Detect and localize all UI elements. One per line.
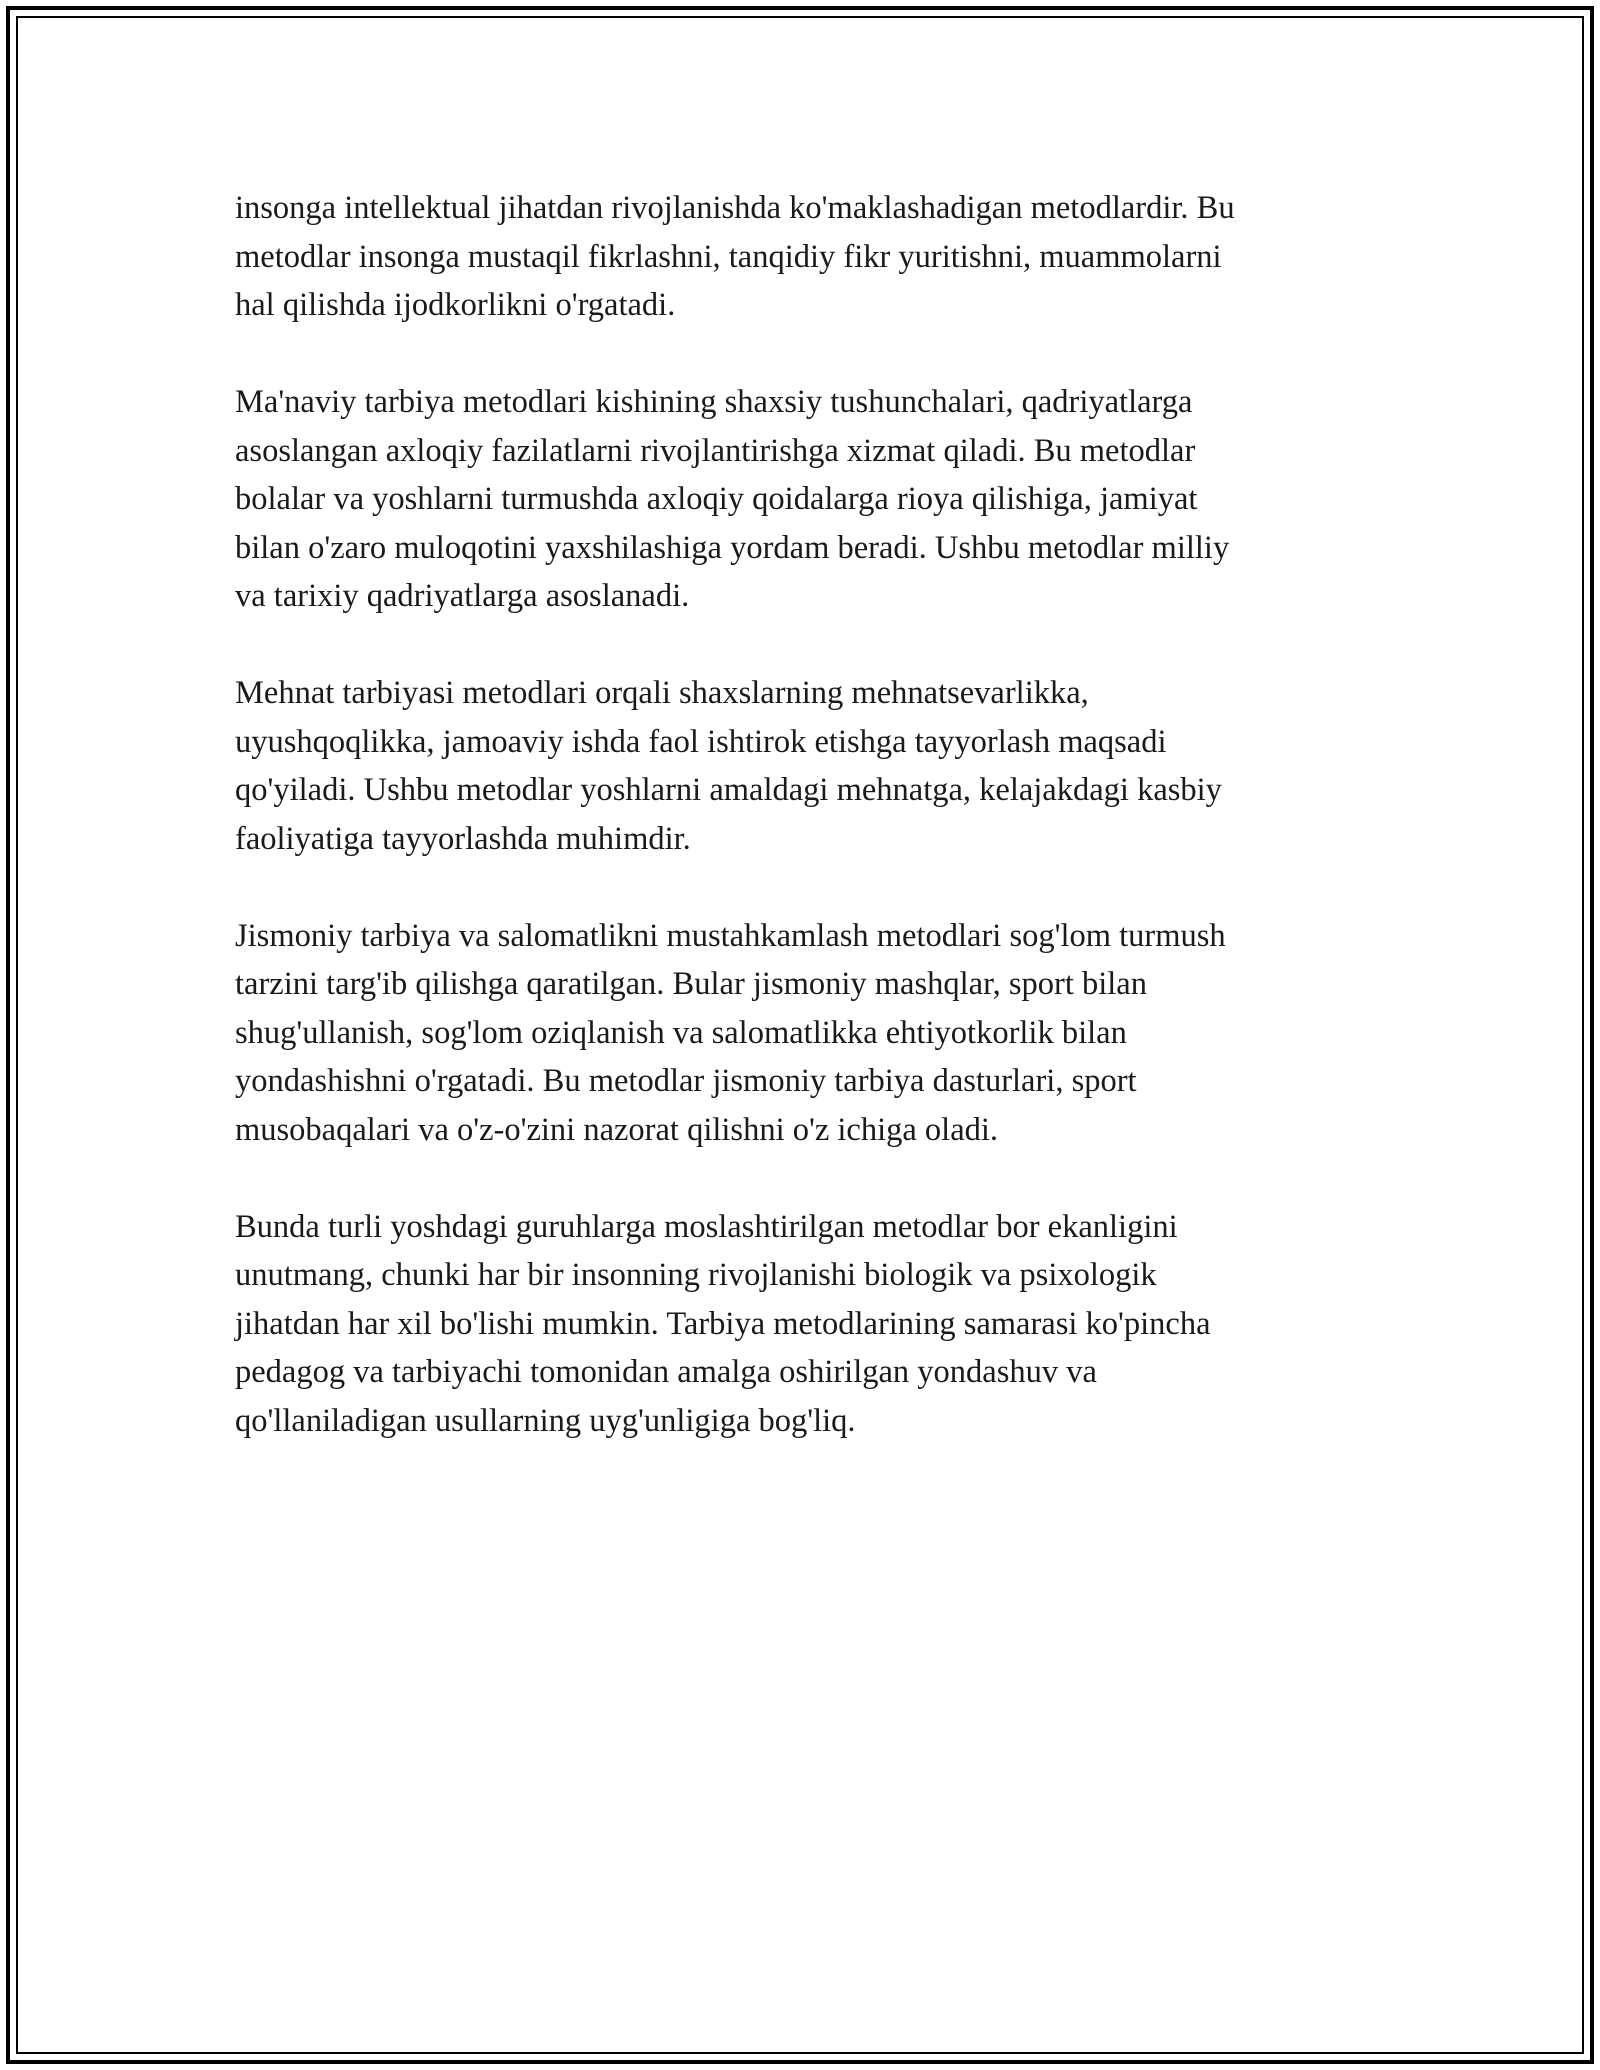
text-line: tarzini targ'ib qilishga qaratilgan. Bular jismoniy mashqlar, sport bilan — [235, 966, 1147, 1002]
text-line: hal qilishda ijodkorlikni o'rgatadi. — [235, 287, 676, 323]
text-line: pedagog va tarbiyachi tomonidan amalga oshirilgan yondashuv va — [235, 1354, 1097, 1390]
paragraph-age-groups — [235, 1203, 1375, 1446]
text-line: insonga intellektual jihatdan rivojlanishda ko'maklashadigan metodlardir. Bu — [235, 190, 1235, 226]
text-line: metodlar insonga mustaqil fikrlashni, tanqidiy fikr yuritishni, muammolarni — [235, 238, 1222, 275]
text-line: qo'llaniladigan usullarning uyg'unligiga bog'liq. — [235, 1402, 856, 1439]
text-line: Jismoniy tarbiya va salomatlikni mustahkamlash metodlari sog'lom turmush — [235, 917, 1226, 954]
text-line: unutmang, chunki har bir insonning rivojlanishi biologik va psixologik — [235, 1257, 1157, 1293]
paragraph-labor-methods — [235, 669, 1375, 863]
text-line: uyushqoqlikka, jamoaviy ishda faol ishtirok etishga tayyorlash maqsadi — [235, 723, 1167, 760]
text-line: bolalar va yoshlarni turmushda axloqiy qoidalarga rioya qilishiga, jamiyat — [235, 481, 1198, 517]
document-body — [235, 184, 1375, 1494]
text-line: va tarixiy qadriyatlarga asoslanadi. — [235, 578, 690, 614]
text-line: shug'ullanish, sog'lom oziqlanish va salomatlikka ehtiyotkorlik bilan — [235, 1014, 1127, 1051]
text-line: yondashishni o'rgatadi. Bu metodlar jismoniy tarbiya dasturlari, sport — [235, 1063, 1137, 1099]
text-line: faoliyatiga tayyorlashda muhimdir. — [235, 820, 691, 857]
text-line: musobaqalari va o'z-o'zini nazorat qilishni o'z ichiga oladi. — [235, 1111, 999, 1148]
paragraph-intellectual-methods — [235, 184, 1375, 330]
text-line: bilan o'zaro muloqotini yaxshilashiga yordam beradi. Ushbu metodlar milliy — [235, 529, 1230, 566]
text-line: Bunda turli yoshdagi guruhlarga moslashtirilgan metodlar bor ekanligini — [235, 1208, 1178, 1245]
text-line: asoslangan axloqiy fazilatlarni rivojlantirishga xizmat qiladi. Bu metodlar — [235, 432, 1196, 469]
text-line: qo'yiladi. Ushbu metodlar yoshlarni amaldagi mehnatga, kelajakdagi kasbiy — [235, 772, 1222, 808]
paragraph-spiritual-methods — [235, 378, 1375, 621]
text-line: jihatdan har xil bo'lishi mumkin. Tarbiya metodlarining samarasi ko'pincha — [235, 1305, 1211, 1342]
text-line: Ma'naviy tarbiya metodlari kishining shaxsiy tushunchalari, qadriyatlarga — [235, 384, 1193, 420]
text-line: Mehnat tarbiyasi metodlari orqali shaxslarning mehnatsevarlikka, — [235, 675, 1089, 711]
paragraph-physical-methods — [235, 912, 1375, 1155]
